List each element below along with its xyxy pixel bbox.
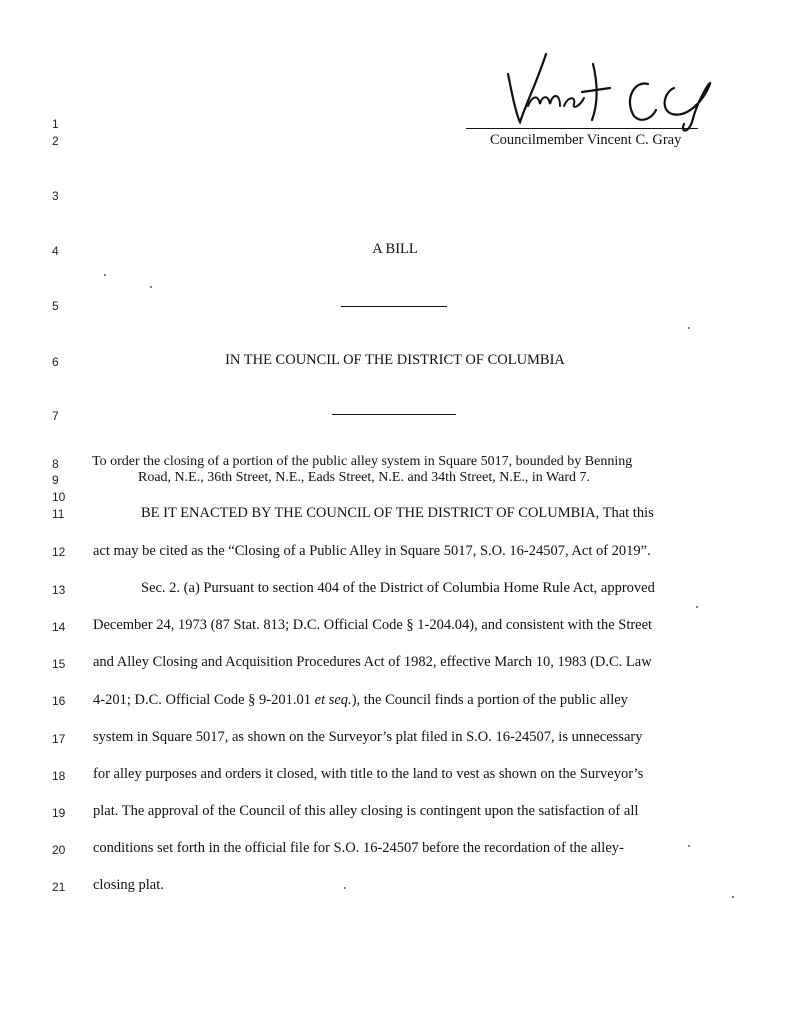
council-rule [332,414,456,415]
line-number: 20 [52,843,66,857]
body-line-16 [93,692,628,709]
body-line-14: December 24, 1973 (87 Stat. 813; D.C. Official Code § 1-204.04), and consistent with the Street [93,617,653,633]
body-line-16-start: 4-201; D.C. Official Code § 9-201.01 [93,692,315,708]
body-line-17: system in Square 5017, as shown on the Surveyor’s plat filed in S.O. 16-24507, is unnecessary [93,729,643,745]
signature-image [498,44,728,134]
line-number: 11 [52,507,65,521]
line-number: 17 [52,732,66,746]
line-number: 7 [52,409,59,423]
body-line-18: for alley purposes and orders it closed, with title to the land to vest as shown on the Surveyor’s [93,766,644,782]
line-number: 5 [52,299,59,313]
body-line-19: plat. The approval of the Council of this alley closing is contingent upon the satisfaction of all [93,803,639,819]
purpose-line-1: To order the closing of a portion of the public alley system in Square 5017, bounded by Benning [92,454,633,469]
line-number: 3 [52,189,59,203]
council-heading: IN THE COUNCIL OF THE DISTRICT OF COLUMBIA [225,352,565,368]
line-number: 6 [52,355,59,369]
body-line-16-end: ), the Council finds a portion of the public alley [351,692,628,708]
scan-speck [104,274,106,276]
scan-speck [344,887,346,889]
heading-rule [341,306,447,307]
line-number: 2 [52,134,59,148]
sponsor-title: Councilmember Vincent C. Gray [490,132,682,148]
body-line-20: conditions set forth in the official file for S.O. 16-24507 before the recordation of the alley- [93,840,624,856]
body-line-11: BE IT ENACTED BY THE COUNCIL OF THE DISTRICT OF COLUMBIA, That this [141,505,654,521]
line-number: 4 [52,244,59,258]
line-number: 15 [52,657,66,671]
purpose-line-2: Road, N.E., 36th Street, N.E., Eads Street, N.E. and 34th Street, N.E., in Ward 7. [138,470,590,485]
body-line-21: closing plat. [93,877,164,893]
line-number: 21 [52,880,66,894]
line-number: 18 [52,769,66,783]
line-number: 13 [52,583,66,597]
body-line-12: act may be cited as the “Closing of a Public Alley in Square 5017, S.O. 16-24507, Act of 2019”. [93,543,651,559]
line-number: 14 [52,620,66,634]
line-number: 12 [52,545,66,559]
scan-speck [150,286,152,288]
line-number: 10 [52,490,66,504]
line-number: 9 [52,473,59,487]
line-number: 19 [52,806,66,820]
body-line-15: and Alley Closing and Acquisition Procedures Act of 1982, effective March 10, 1983 (D.C. Law [93,654,652,670]
scan-speck [696,606,698,608]
signature-line [466,128,698,129]
bill-heading: A BILL [372,241,418,257]
scan-speck [688,327,690,329]
scan-speck [732,896,734,898]
body-line-13: Sec. 2. (a) Pursuant to section 404 of the District of Columbia Home Rule Act, approved [141,580,655,596]
line-number: 16 [52,694,66,708]
line-number: 1 [52,117,59,131]
line-number: 8 [52,457,59,471]
scan-speck [688,845,690,847]
et-seq-italic: et seq. [314,692,352,708]
